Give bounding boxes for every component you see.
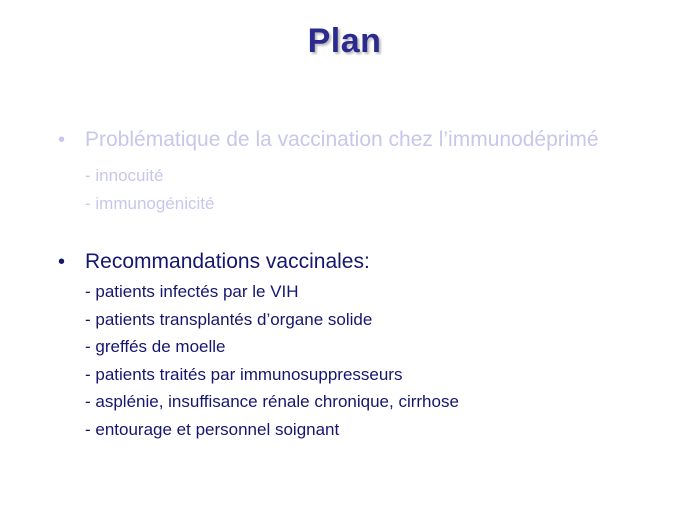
list-item: - patients transplantés d’organe solide [85,309,373,329]
bullet-icon: • [58,251,66,273]
list-item: - immunogénicité [85,194,215,213]
section-vaccination-problem [58,128,668,218]
slide-title: Plan [307,22,382,60]
list-item: - patients infectés par le VIH [85,282,299,301]
list-item: - greffés de moelle [85,337,226,356]
section-recommendations [58,250,668,443]
section-heading: Problématique de la vaccination chez l’immunodéprimé [85,128,599,151]
list-item: - innocuité [85,166,164,185]
bullet-icon: • [58,129,66,151]
sub-list [58,162,668,218]
list-item: - patients traités par immunosuppresseurs [85,364,403,384]
list-item: - entourage et personnel soignant [85,419,340,439]
bullet-row [58,250,668,274]
section-heading: Recommandations vaccinales: [85,250,370,273]
list-item: - asplénie, insuffisance rénale chronique, cirrhose [85,392,459,411]
sub-list [58,278,668,443]
bullet-row [58,128,668,152]
